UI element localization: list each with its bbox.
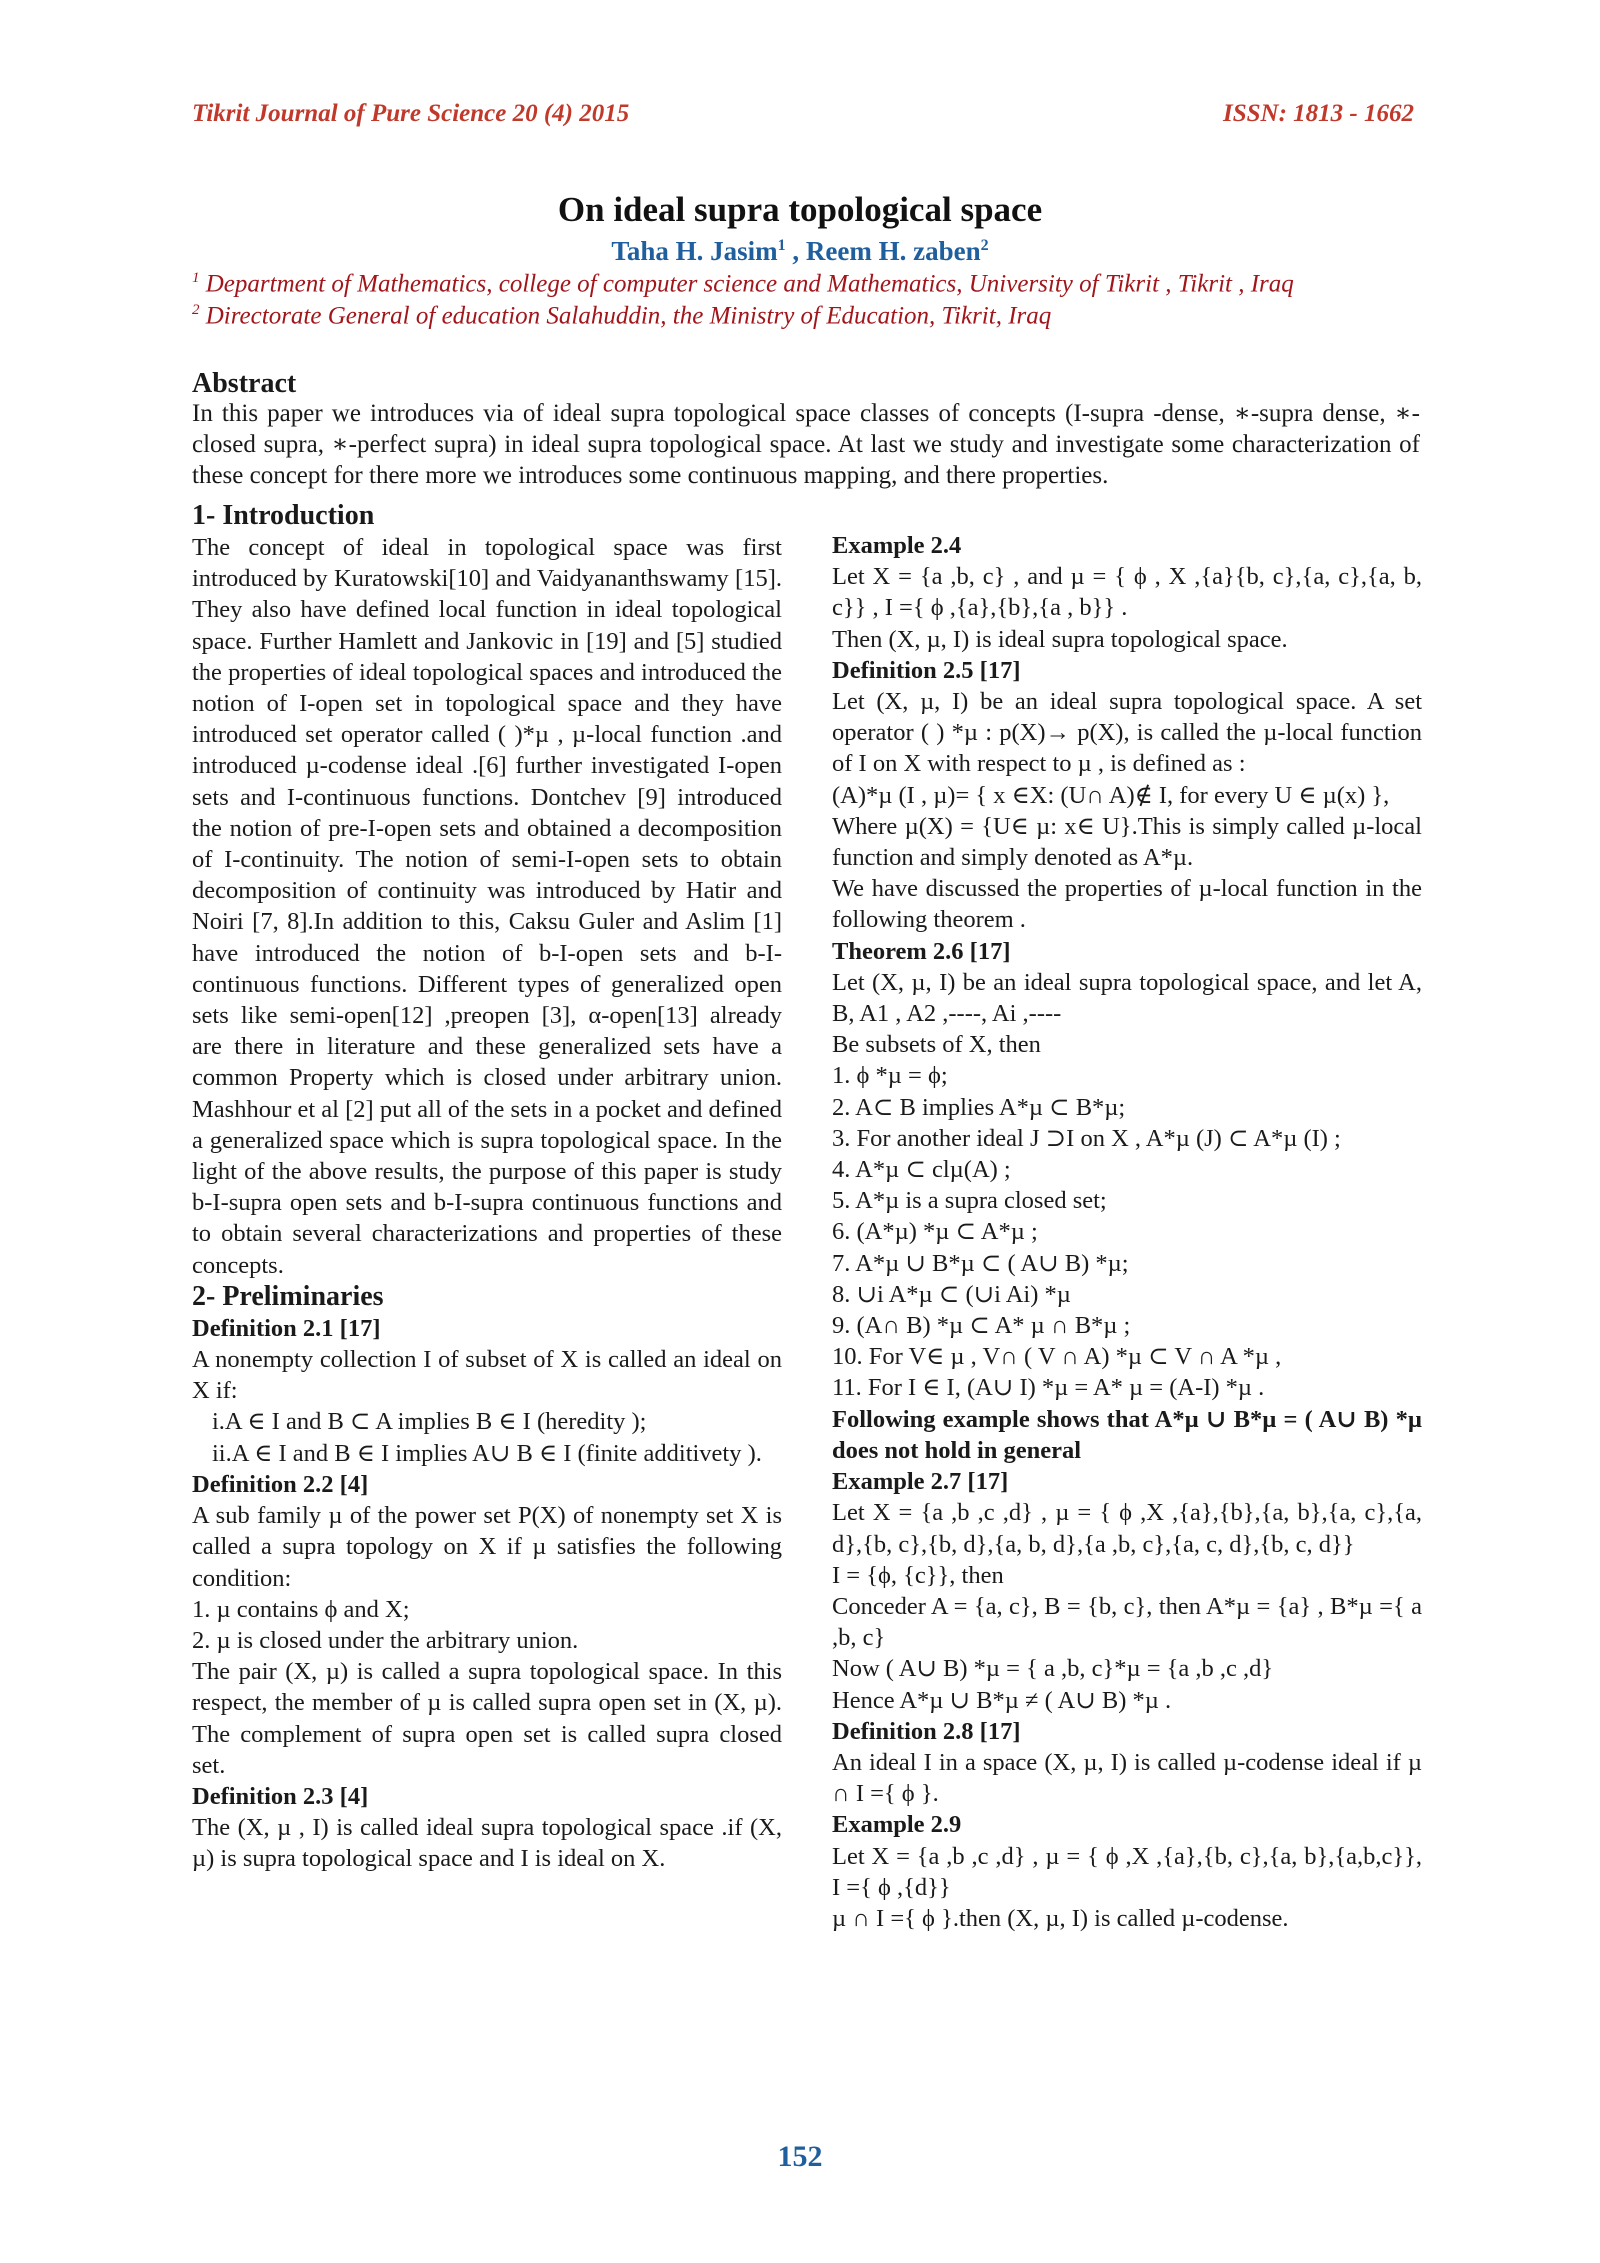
definition-2-2-heading: Definition 2.2 [4] — [192, 1470, 369, 1498]
example-2-9-text: Let X = {a ,b ,c ,d} , µ = { ϕ ,X ,{a},{b, c},{a, b},{a,b,c}}, I ={ ϕ ,{d}} — [832, 1842, 1422, 1901]
theorem-2-6-text: Let (X, µ, I) be an ideal supra topological space, and let A, B, A1 , A2 ,----, Ai ,---- — [832, 968, 1422, 1028]
example-2-7-hence: Hence A*µ ∪ B*µ ≠ ( A∪ B) *µ . — [832, 1686, 1172, 1714]
example-2-7-conceder: Conceder A = {a, c}, B = {b, c}, then A*µ = {a} , B*µ ={ a ,b, c} — [832, 1592, 1422, 1652]
journal-header: Tikrit Journal of Pure Science 20 (4) 2015 — [192, 100, 630, 127]
definition-2-2-item-1: 1. µ contains ϕ and X; — [192, 1595, 410, 1623]
author-separator: , — [785, 236, 806, 266]
definition-2-3-text: The (X, µ , I) is called ideal supra topological space .if (X, µ) is supra topological space and I is ideal on X. — [192, 1814, 782, 1873]
definition-2-5-formula: (A)*µ (I , µ)= { x ∈X: (U∩ A)∉ I, for every U ∈ µ(x) }, — [832, 781, 1390, 809]
example-2-4-heading: Example 2.4 — [832, 532, 962, 559]
definition-2-5-discussion: We have discussed the properties of µ-local function in the following theorem . — [832, 875, 1422, 934]
definition-2-2-text: A sub family µ of the power set P(X) of nonempty set X is called a supra topology on X if µ satisfies the following condition: — [192, 1502, 782, 1592]
definition-2-1-item-ii: ii.A ∈ I and B ∈ I implies A∪ B ∈ I (finite additivety ). — [212, 1439, 762, 1467]
theorem-item-4: 4. A*µ ⊂ clµ(A) ; — [832, 1156, 1011, 1184]
definition-2-8-heading: Definition 2.8 [17] — [832, 1717, 1021, 1745]
theorem-item-9: 9. (A∩ B) *µ ⊂ A* µ ∩ B*µ ; — [832, 1312, 1131, 1340]
section-introduction-heading: 1- Introduction — [192, 500, 375, 531]
author-1: Taha H. Jasim — [611, 236, 778, 266]
example-2-9-text-2: µ ∩ I ={ ϕ }.then (X, µ, I) is called µ-codense. — [832, 1904, 1289, 1932]
definition-2-1-heading: Definition 2.1 [17] — [192, 1314, 381, 1342]
author-2: Reem H. zaben — [805, 236, 981, 266]
definition-2-5-where: Where µ(X) = {U∈ µ: x∈ U}.This is simply called µ-local function and simply denoted as A*µ. — [832, 812, 1422, 872]
affiliation-1 — [192, 270, 1294, 298]
theorem-item-5: 5. A*µ is a supra closed set; — [832, 1187, 1107, 1215]
example-2-7-ideal: I = {ϕ, {c}}, then — [832, 1561, 1004, 1589]
theorem-item-10: 10. For V∈ µ , V∩ ( V ∩ A) *µ ⊂ V ∩ A *µ , — [832, 1343, 1282, 1371]
paper-title: On ideal supra topological space — [557, 190, 1043, 229]
example-2-4-text: Let X = {a ,b, c} , and µ = { ϕ , X ,{a}{b, c},{a, c},{a, b, c}} , I ={ ϕ ,{a},{b},{a , b}} . — [832, 563, 1422, 622]
affiliation-1-text: Department of Mathematics, college of computer science and Mathematics, University of Tikrit , Tikrit , Iraq — [199, 270, 1294, 298]
definition-2-2-text-2: The pair (X, µ) is called a supra topological space. In this respect, the member of µ is called supra open set in (X, µ). The complement of supra open set is called supra closed set. — [192, 1658, 782, 1779]
affiliation-2-mark: 2 — [192, 302, 200, 318]
definition-2-3-heading: Definition 2.3 [4] — [192, 1782, 369, 1810]
issn-header: ISSN: 1813 - 1662 — [1223, 100, 1414, 127]
page-number: 152 — [777, 2140, 823, 2173]
definition-2-2-item-2: 2. µ is closed under the arbitrary union. — [192, 1626, 579, 1654]
definition-2-5-text: Let (X, µ, I) be an ideal supra topological space. A set operator ( ) *µ : p(X)→ p(X), is called the µ-local function of I on X with respect to µ , is defined as : — [832, 688, 1422, 778]
left-column — [192, 500, 782, 1875]
abstract-heading: Abstract — [192, 368, 297, 399]
example-2-7-heading: Example 2.7 [17] — [832, 1468, 1009, 1496]
author-1-mark: 1 — [777, 237, 786, 254]
following-example-note: Following example shows that A*µ ∪ B*µ = ( A∪ B) *µ does not hold in general — [832, 1405, 1422, 1464]
affiliation-2 — [192, 302, 1051, 330]
right-column — [832, 530, 1422, 1934]
theorem-item-11: 11. For I ∈ I, (A∪ I) *µ = A* µ = (A-I) *µ . — [832, 1374, 1265, 1402]
affiliation-1-mark: 1 — [192, 270, 200, 286]
theorem-2-6-subsets: Be subsets of X, then — [832, 1031, 1041, 1059]
example-2-7-text: Let X = {a ,b ,c ,d} , µ = { ϕ ,X ,{a},{b},{a, b},{a, c},{a, d},{b, c},{b, d},{a, b, d},{a ,b, c},{a, c, d},{b, c, d}} — [832, 1499, 1422, 1558]
section-preliminaries-heading: 2- Preliminaries — [192, 1280, 384, 1312]
theorem-item-3: 3. For another ideal J ⊃I on X , A*µ (J) ⊂ A*µ (I) ; — [832, 1124, 1341, 1152]
theorem-item-2: 2. A⊂ B implies A*µ ⊂ B*µ; — [832, 1093, 1126, 1121]
definition-2-5-heading: Definition 2.5 [17] — [832, 656, 1021, 684]
definition-2-8-text: An ideal I in a space (X, µ, I) is called µ-codense ideal if µ ∩ I ={ ϕ }. — [832, 1748, 1422, 1808]
theorem-item-1: 1. ϕ *µ = ϕ; — [832, 1062, 948, 1090]
abstract-text: In this paper we introduces via of ideal supra topological space classes of concepts (I-supra -dense, ∗-supra dense, ∗-closed supra, ∗-perfect supra) in ideal supra topological space. At last we study and investigate some characterization of these concept for there more we introduces some continuous mapping, and there properties. — [192, 400, 1420, 489]
introduction-text: The concept of ideal in topological space was first introduced by Kuratowski[10] and Vaidyananthswamy [15]. They also have defined local function in ideal topological space. Further Hamlett and Jankovic in [19] and [5] studied the properties of ideal topological spaces and introduced the notion of I-open set in topological space and they have introduced set operator called ( )*µ , µ-local function .and introduced µ-codense ideal .[6] further investigated I-open sets and I-continuous functions. Dontchev [9] introduced the notion of pre-I-open sets and obtained a decomposition of I-continuity. The notion of semi-I-open sets to obtain decomposition of continuity was introduced by Hatir and Noiri [7, 8].In addition to this, Caksu Guler and Aslim [1] have introduced the notion of b-I-open sets and b-I-continuous functions. Different types of generalized open sets like semi-open[12] ,preopen [3], α-open[13] already are there in literature and these generalized sets have a common Property which is closed under arbitrary union. Mashhour et al [2] put all of the sets in a pocket and defined a generalized space which is supra topological space. In the light of the above results, the purpose of this paper is study b-I-supra open sets and b-I-supra continuous functions and to obtain several characterizations and properties of these concepts. — [192, 534, 782, 1279]
theorem-2-6-heading: Theorem 2.6 [17] — [832, 937, 1011, 965]
theorem-item-6: 6. (A*µ) *µ ⊂ A*µ ; — [832, 1218, 1038, 1246]
authors — [0, 236, 1600, 267]
theorem-item-7: 7. A*µ ∪ B*µ ⊂ ( A∪ B) *µ; — [832, 1249, 1129, 1277]
example-2-7-now: Now ( A∪ B) *µ = { a ,b, c}*µ = {a ,b ,c ,d} — [832, 1655, 1274, 1683]
definition-2-1-text: A nonempty collection I of subset of X is called an ideal on X if: — [192, 1346, 782, 1405]
example-2-9-heading: Example 2.9 — [832, 1811, 962, 1839]
example-2-4-text-2: Then (X, µ, I) is ideal supra topological space. — [832, 625, 1288, 653]
theorem-item-8: 8. ∪i A*µ ⊂ (∪i Ai) *µ — [832, 1280, 1071, 1308]
definition-2-1-item-i: i.A ∈ I and B ⊂ A implies B ∈ I (heredity ); — [212, 1408, 647, 1436]
affiliation-2-text: Directorate General of education Salahuddin, the Ministry of Education, Tikrit, Iraq — [199, 302, 1052, 330]
author-2-mark: 2 — [980, 237, 989, 254]
